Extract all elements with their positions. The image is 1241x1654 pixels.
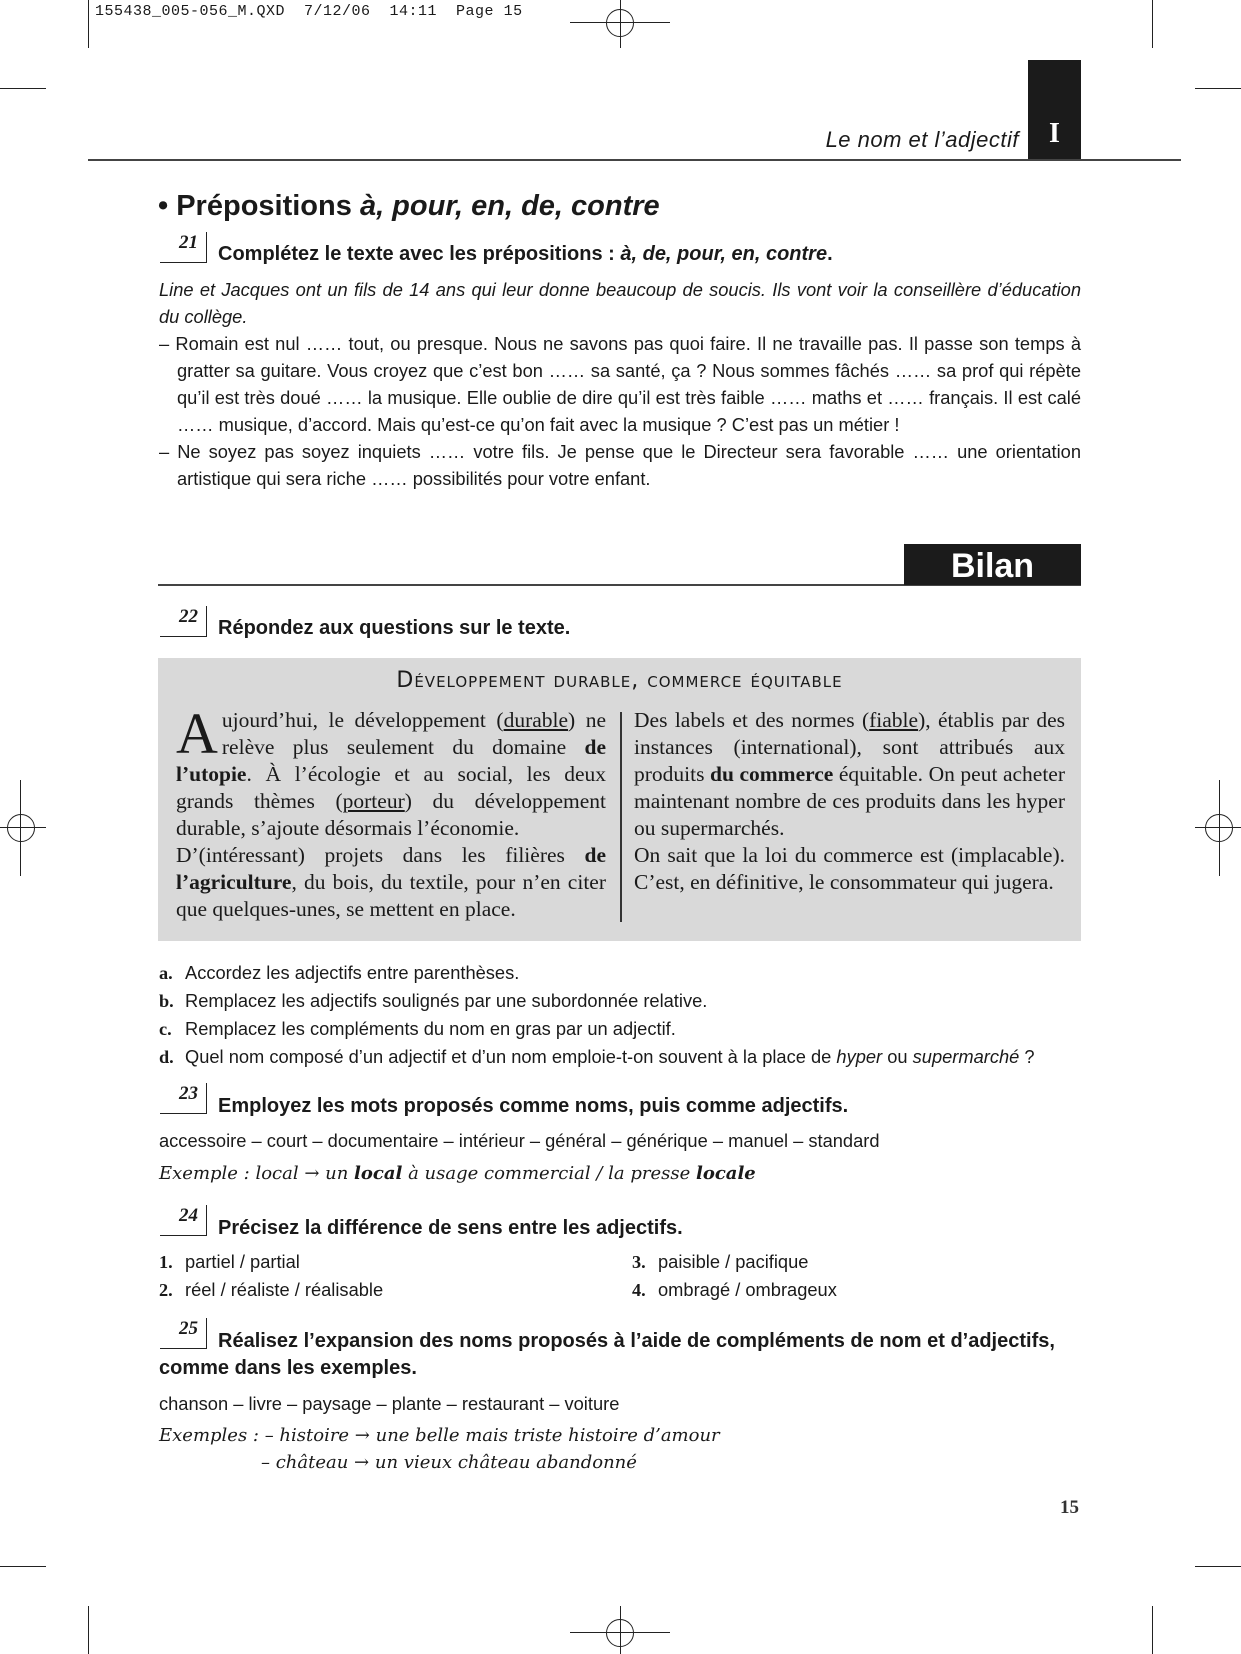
exercise-25-example-2: – château → un vieux château abandonné [261,1452,637,1473]
exercise-number-25: 25 [160,1318,207,1349]
registration-line [1219,780,1220,876]
exercise-number-22: 22 [160,606,207,637]
question-item: a. Accordez les adjectifs entre parenthèses. [159,962,520,983]
registration-line [620,1606,621,1654]
header-rule [88,159,1181,161]
registration-line [1195,827,1241,828]
list-item: 3. paisible / pacifique [632,1251,809,1272]
registration-line [620,0,621,48]
column-divider [620,712,622,922]
exercise-23-words: accessoire – court – documentaire – intérieur – général – générique – manuel – standard [159,1130,880,1151]
question-item: d. Quel nom composé d’un adjectif et d’un nom emploie-t-on souvent à la place de hyper ou supermarché ? [159,1046,1035,1067]
crop-mark [88,0,89,48]
crop-mark [88,1606,89,1654]
exercise-number-24: 24 [160,1205,207,1236]
crop-mark [0,1566,46,1567]
running-title: Le nom et l’adjectif [825,127,1019,152]
exercise-number-23: 23 [160,1083,207,1114]
list-item: 2. réel / réaliste / réalisable [159,1279,384,1300]
list-item: 1. partiel / partial [159,1251,300,1272]
bilan-heading: Bilan [904,544,1081,585]
text-column-left: Aujourd’hui, le développement (durable) ne relève plus seulement du domaine de l’utopie. À l’écologie et au social, les deux grands thèmes (porteur) du développement durable, s’ajoute désormais l’économie. D’(intéressant) projets dans les filières de l’agriculture, du bois, du textile, pour n’en citer que quelques-unes, se mettent en place. [176,701,606,921]
dialogue-line: – Ne soyez pas soyez inquiets …… votre fils. Je pense que le Directeur sera favorable …… une orientation artistique qui sera riche …… possibilités pour votre enfant. [159,441,1081,489]
registration-line [20,780,21,876]
exercise-24-items-left [159,1248,383,1304]
exercise-24-instruction: Précisez la différence de sens entre les adjectifs. [218,1217,683,1239]
exercise-25-example-1: Exemples : – histoire → une belle mais triste histoire d’amour [159,1425,720,1446]
chapter-number: I [1049,118,1060,149]
exercise-21-instruction: Complétez le texte avec les prépositions : à, de, pour, en, contre. [218,243,833,265]
exercise-23-instruction: Employez les mots proposés comme noms, puis comme adjectifs. [218,1095,849,1117]
text-column-right: Des labels et des normes (fiable), établis par des instances (international), sont attribués aux produits du commerce équitable. On peut acheter maintenant nombre de ces produits dans les hyper ou supermarchés. On sait que la loi du commerce est (implacable). C’est, en définitive, le consommateur qui jugera. [634,708,1065,894]
exercise-25-instruction-cont: comme dans les exemples. [159,1357,417,1379]
crop-mark [0,88,46,89]
exercise-25-instruction: Réalisez l’expansion des noms proposés à l’aide de compléments de nom et d’adjectifs, [218,1330,1055,1352]
crop-mark [1152,0,1153,48]
exercise-number-21: 21 [160,232,207,263]
section-title: • Prépositions à, pour, en, de, contre [158,190,660,222]
question-item: b. Remplacez les adjectifs soulignés par une subordonnée relative. [159,990,708,1011]
crop-mark [1195,88,1241,89]
exercise-22-instruction: Répondez aux questions sur le texte. [218,617,571,639]
drop-cap: A [176,701,218,766]
exercise-21-intro: Line et Jacques ont un fils de 14 ans qui leur donne beaucoup de soucis. Ils vont voir la conseillère d’éducation du collège. [159,279,1081,327]
exercise-25-words: chanson – livre – paysage – plante – restaurant – voiture [159,1393,620,1414]
exercise-21-text [159,330,1081,492]
printer-slug: 155438_005-056_M.QXD 7/12/06 14:11 Page 15 [95,3,523,20]
crop-mark [1195,1566,1241,1567]
registration-mark-icon [7,814,35,842]
exercise-23-example: Exemple : local → un local à usage commercial / la presse locale [159,1163,756,1184]
registration-line [0,827,46,828]
question-item: c. Remplacez les compléments du nom en gras par un adjectif. [159,1018,676,1039]
list-item: 4. ombragé / ombrageux [632,1279,837,1300]
text-box-title: Développement durable, commerce équitable [396,668,843,693]
page-number: 15 [1060,1497,1079,1518]
dialogue-line: – Romain est nul …… tout, ou presque. Nous ne savons pas quoi faire. Il ne travaille pas. Il passe son temps à gratter sa guitare. Vous croyez que c’est bon …… sa santé, ça ? Nous sommes fâchés …… sa prof qui répète qu’il est très doué …… la musique. Elle oublie de dire qu’il est très faible …… maths et …… français. Il est calé …… musique, d’accord. Mais qu’est-ce qu’on fait avec la musique ? C’est pas un métier ! [159,333,1081,435]
exercise-22-questions [159,959,1081,1071]
exercise-24-items-right [632,1248,837,1304]
crop-mark [1152,1606,1153,1654]
